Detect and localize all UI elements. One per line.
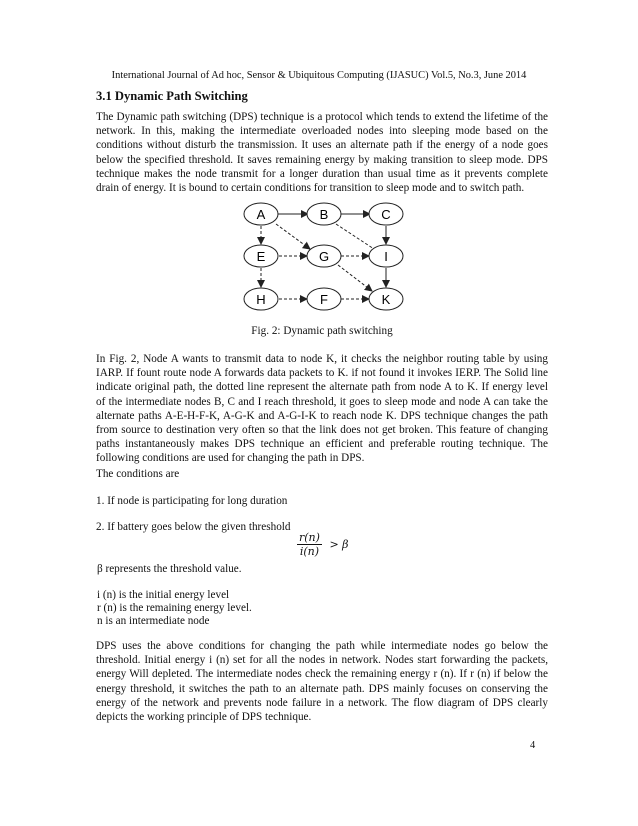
def-remaining-energy: r (n) is the remaining energy level.: [97, 602, 252, 614]
node-i-label: I: [384, 249, 388, 264]
node-e-label: E: [256, 249, 266, 264]
paragraph-2: In Fig. 2, Node A wants to transmit data to node K, it checks the neighbor routing table by using IARP. If fount route node A forwards data packets to K. if not found it invokes IERP. The Solid line indicate original path, the dotted line represent the alternate path from node A to K. If energy level of the intermediate nodes B, C and I reach threshold, it goes to sleep mode and node A can take the alternate paths A-E-H-F-K, A-G-K and A-G-I-K to reach node K. DPS technique changes the path from source to destination very often so that the link does not get broken. This feature of changing paths instantaneously makes DPS technique an efficient and preferable routing technique. The following conditions are used for changing the path in DPS.: [96, 353, 548, 465]
node-h: [244, 288, 278, 310]
condition-1: 1. If node is participating for long duration: [96, 495, 288, 507]
node-f: [307, 288, 341, 310]
threshold-formula: [297, 531, 349, 558]
formula-denominator: i(n): [299, 545, 320, 558]
condition-2: 2. If battery goes below the given threshold: [96, 521, 291, 533]
formula-inequality: > β: [329, 538, 349, 551]
conditions-intro: The conditions are: [96, 468, 180, 480]
section-heading: 3.1 Dynamic Path Switching: [96, 89, 248, 103]
edge-g-k: [338, 265, 372, 291]
node-k: [369, 288, 403, 310]
edge-a-g: [276, 224, 310, 249]
node-f-label: F: [320, 292, 328, 307]
paragraph-1-block: [96, 110, 548, 195]
formula-numerator: r(n): [299, 531, 320, 544]
journal-header: International Journal of Ad hoc, Sensor & Ubiquitous Computing (IJASUC) Vol.5, No.3, June 2014: [111, 70, 527, 81]
formula-fraction: [297, 531, 322, 558]
section-title: [96, 89, 548, 103]
node-a-label: A: [256, 207, 266, 222]
def-intermediate-node: n is an intermediate node: [97, 615, 210, 627]
node-k-label: K: [381, 292, 391, 307]
paragraph-3-block: [96, 639, 548, 724]
dps-network-diagram: [96, 199, 548, 319]
paragraph-2-block: [96, 352, 548, 466]
paragraph-1: The Dynamic path switching (DPS) technique is a protocol which tends to extend the lifetime of the network. In this, making the intermediate overloaded nodes into sleeping mode based on the conditions without disturb the transmission. It uses an alternate path if the energy of a node goes below the specified threshold. It saves remaining energy by making transition to sleep mode. DPS technique makes the node transmit for a longer duration than usual time as it prevents complete drain of energy. It is bound to certain conditions for transition to sleep mode and to switch path.: [96, 111, 548, 195]
node-b-label: B: [319, 207, 329, 222]
figure-caption: Fig. 2: Dynamic path switching: [251, 325, 393, 337]
paragraph-3: DPS uses the above conditions for changing the path while intermediate nodes go below the threshold. Initial energy i (n) set for all the nodes in network. Nodes start forwarding the packets, energy Will depleted. The intermediate nodes check the remaining energy r (n). If r (n) if below the energy threshold, it switches the path to an alternate path. DPS mainly focuses on conserving the energy of the network and prevents node failure in a network. The flow diagram of DPS clearly depicts the working principle of DPS technique.: [96, 640, 548, 724]
beta-definition: β represents the threshold value.: [97, 563, 242, 575]
node-i: [369, 245, 403, 267]
def-initial-energy: i (n) is the initial energy level: [97, 589, 230, 601]
node-g-label: G: [318, 249, 330, 264]
node-a: [244, 203, 278, 225]
node-h-label: H: [256, 292, 266, 307]
node-g: [307, 245, 341, 267]
node-e: [244, 245, 278, 267]
page-number: 4: [530, 740, 536, 751]
figure-dps-diagram: [96, 199, 548, 319]
node-c: [369, 203, 403, 225]
node-c-label: C: [381, 207, 391, 222]
node-b: [307, 203, 341, 225]
edge-b-i-dashed: [336, 224, 374, 249]
